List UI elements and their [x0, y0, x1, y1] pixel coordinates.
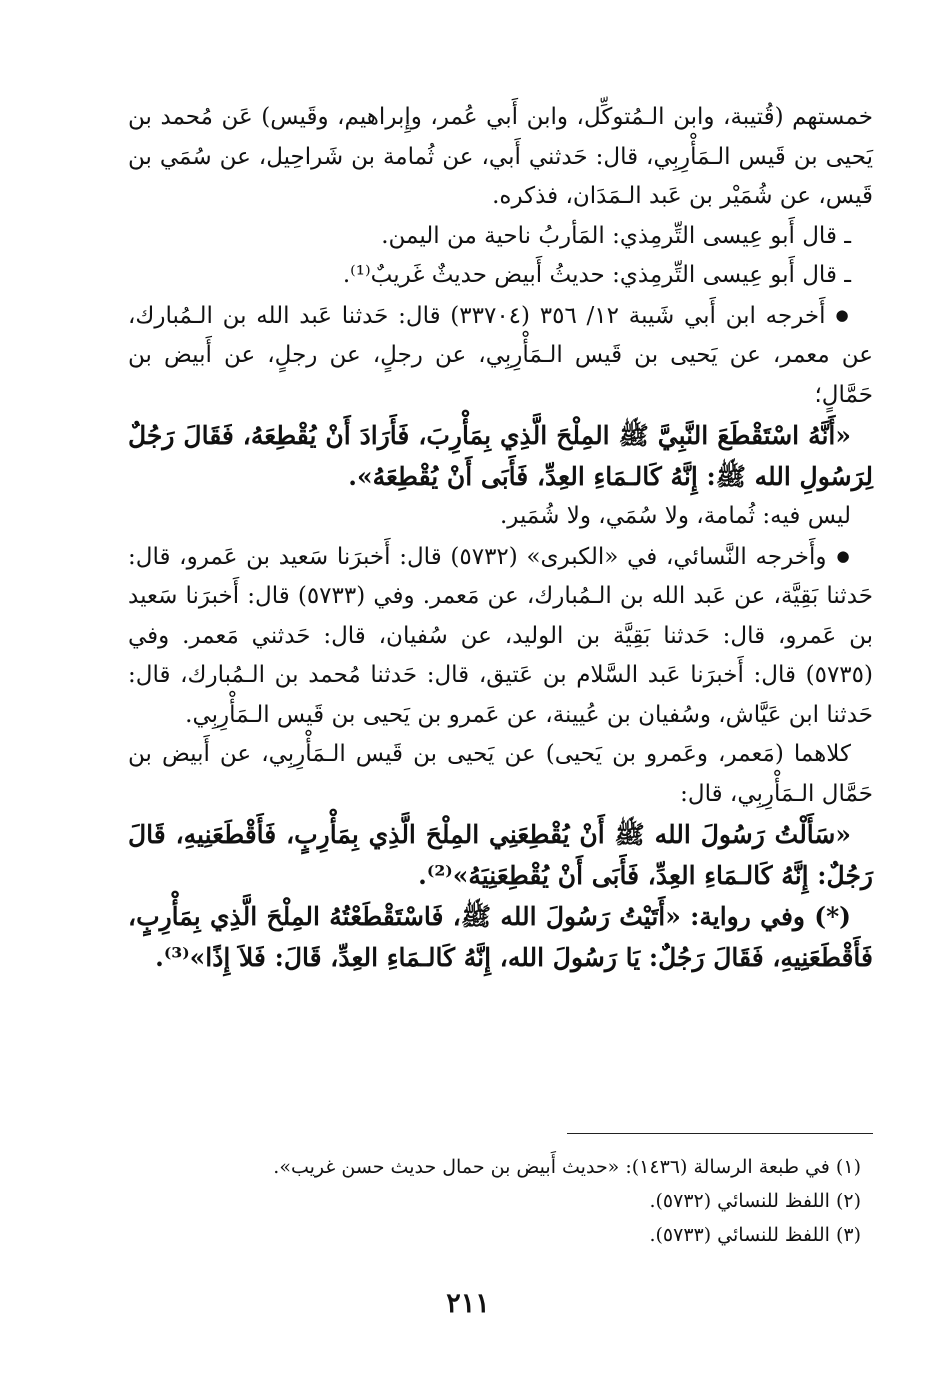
footnote-1: (١) في طبعة الرسالة (١٤٣٦): «حديث أَبيض بن حمال حديث حسن غريب». — [273, 1156, 861, 1178]
paragraph-tirmidhi-note-2: ـ قال أَبو عِيسى التِّرمِذي: حديثُ أَبيض حديثٌ غَريبٌ⁽¹⁾. — [342, 262, 851, 288]
footnote-2: (٢) اللفظ للنسائي (٥٧٣٢). — [649, 1190, 861, 1212]
paragraph-not-in-it: ليس فيه: ثُمامة، ولا سُمَي، ولا شُمَير. — [499, 503, 851, 529]
paragraph-both-narrators: كلاهما (مَعمر، وعَمرو بن يَحيى) عن يَحيى بن قَيس الـمَأْرِبِي، عن أَبيض بن حَمَّال الـمَأْرِبِي، قال: — [128, 741, 873, 807]
paragraph-ibn-abi-shaybah: ● أَخرجه ابن أَبي شَيبة ١٢/ ٣٥٦ (٣٣٧٠٤) قال: حَدثنا عَبد الله بن الـمُبارك، عن معمر، عن يَحيى بن قَيس الـمَأْرِبِي، عن رجلٍ، عن رجلٍ، عن أَبيض بن حَمَّالٍ؛ — [128, 296, 873, 416]
paragraph-tirmidhi-note-1: ـ قال أَبو عِيسى التِّرمِذي: المَأربُ ناحية من اليمن. — [381, 222, 851, 249]
paragraph-nasai: ● وأَخرجه النَّسائي، في «الكبرى» (٥٧٣٢) قال: أَخبرَنا سَعيد بن عَمرو، قال: حَدثنا بَقِيَّة، عن عَبد الله بن الـمُبارك، عن مَعمر. وفي (٥٧٣٣) قال: أَخبرَنا سَعيد بن عَمرو، قال: حَدثنا بَقِيَّة بن الوليد، عن سُفيان، قال: حَدثني مَعمر. وفي (٥٧٣٥) قال: أَخبرَنا عَبد السَّلام بن عَتيق، قال: حَدثنا مُحمد بن الـمُبارك، قال: حَدثنا ابن عَيَّاش، وسُفيان بن عُيينة، عن عَمرو بن يَحيى بن قَيس الـمَأْرِبِي. — [128, 537, 873, 736]
main-text — [128, 98, 873, 978]
paragraph-chain-of-narration: خمستهم (قُتيبة، وابن الـمُتوكِّل، وابن أَبي عُمر، وإِبراهيم، وقَيس) عَن مُحمد بن يَحيى بن قَيس الـمَأْرِبِي، قال: حَدثني أَبي، عن ثُمامة بن شَراحِيل، عن سُمَي بن قَيس، عن شُمَيْر بن عَبد الـمَدَان، فذكره. — [128, 104, 873, 209]
hadith-quote-3: (*) وفي رواية: «أَتَيْتُ رَسُولَ الله ﷺ، فَاسْتَقْطَعْتُهُ المِلْحَ الَّذِي بِمَأْرِبٍ، فَأَقْطَعَنِيهِ، فَقَالَ رَجُلٌ: يَا رَسُولَ الله، إِنَّهُ كَالـمَاءِ العِدِّ، قَالَ: فَلاَ إِذًا»⁽³⁾. — [128, 902, 873, 972]
footnote-3: (٣) اللفظ للنسائي (٥٧٣٣). — [649, 1224, 861, 1246]
footnote-divider — [567, 1133, 873, 1134]
page-number: ٢١١ — [446, 1288, 490, 1319]
footnotes — [128, 1150, 873, 1252]
hadith-quote-1: «أَنَّهُ اسْتَقْطَعَ النَّبِيَّ ﷺ المِلْحَ الَّذِي بِمَأْرِبَ، فَأَرَادَ أَنْ يُقْطِعَهُ، فَقَالَ رَجُلٌ لِرَسُولِ الله ﷺ: إِنَّهُ كَالـمَاءِ العِدِّ، فَأَبَى أَنْ يُقْطِعَهُ». — [128, 421, 873, 491]
hadith-quote-2: «سَأَلْتُ رَسُولَ الله ﷺ أَنْ يُقْطِعَنِي المِلْحَ الَّذِي بِمَأْرِبٍ، فَأَقْطَعَنِيهِ، قَالَ رَجُلٌ: إِنَّهُ كَالـمَاءِ العِدِّ، فَأَبَى أَنْ يُقْطِعَنِيَهُ»⁽²⁾. — [128, 820, 873, 890]
